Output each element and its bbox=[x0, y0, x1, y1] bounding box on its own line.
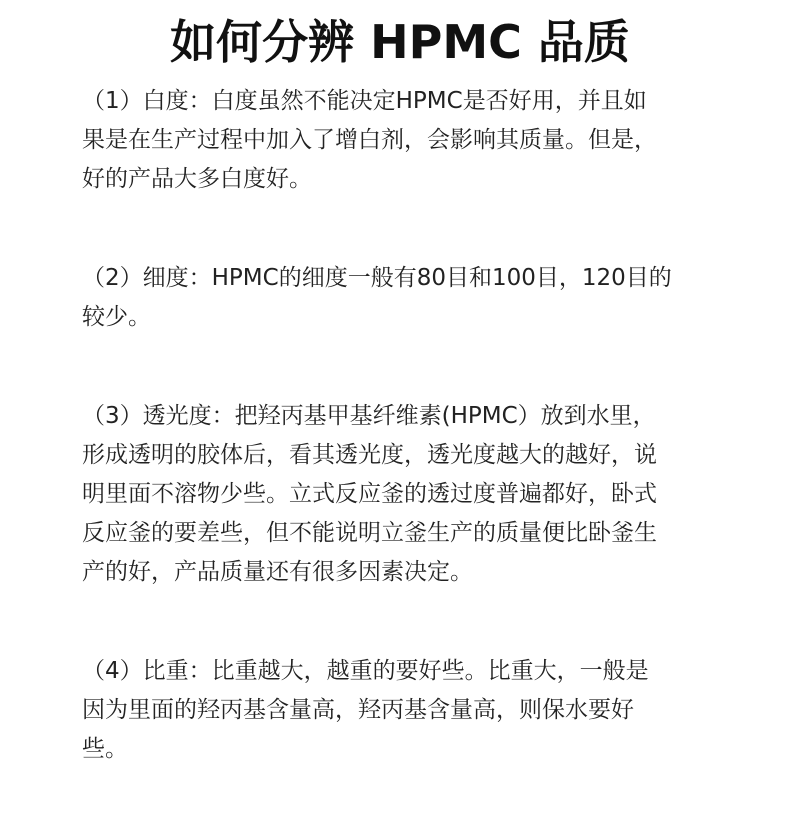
text-line: 反应釜的要差些，但不能说明立釜生产的质量便比卧釜生 bbox=[82, 520, 657, 546]
paragraph-whiteness bbox=[82, 82, 722, 199]
paragraph-transmittance bbox=[82, 397, 722, 592]
text-line: （1）白度：白度虽然不能决定HPMC是否好用，并且如 bbox=[82, 88, 647, 114]
text-line: （4）比重：比重越大，越重的要好些。比重大，一般是 bbox=[82, 658, 649, 684]
text-line: 较少。 bbox=[82, 304, 151, 330]
text-line: 果是在生产过程中加入了增白剂，会影响其质量。但是， bbox=[82, 127, 657, 153]
text-line: 好的产品大多白度好。 bbox=[82, 166, 312, 192]
text-line: 明里面不溶物少些。立式反应釜的透过度普遍都好，卧式 bbox=[82, 481, 657, 507]
text-line: （2）细度：HPMC的细度一般有80目和100目，120目的 bbox=[82, 265, 672, 291]
text-line: 产的好，产品质量还有很多因素决定。 bbox=[82, 559, 473, 585]
page-title: 如何分辨 HPMC 品质 bbox=[170, 15, 630, 69]
paragraph-specific-gravity bbox=[82, 652, 722, 769]
paragraph-fineness bbox=[82, 259, 722, 337]
article-body bbox=[82, 82, 722, 829]
text-line: 些。 bbox=[82, 736, 128, 762]
text-line: 形成透明的胶体后，看其透光度，透光度越大的越好，说 bbox=[82, 442, 657, 468]
text-line: （3）透光度：把羟丙基甲基纤维素(HPMC）放到水里， bbox=[82, 403, 656, 429]
text-line: 因为里面的羟丙基含量高，羟丙基含量高，则保水要好 bbox=[82, 697, 634, 723]
